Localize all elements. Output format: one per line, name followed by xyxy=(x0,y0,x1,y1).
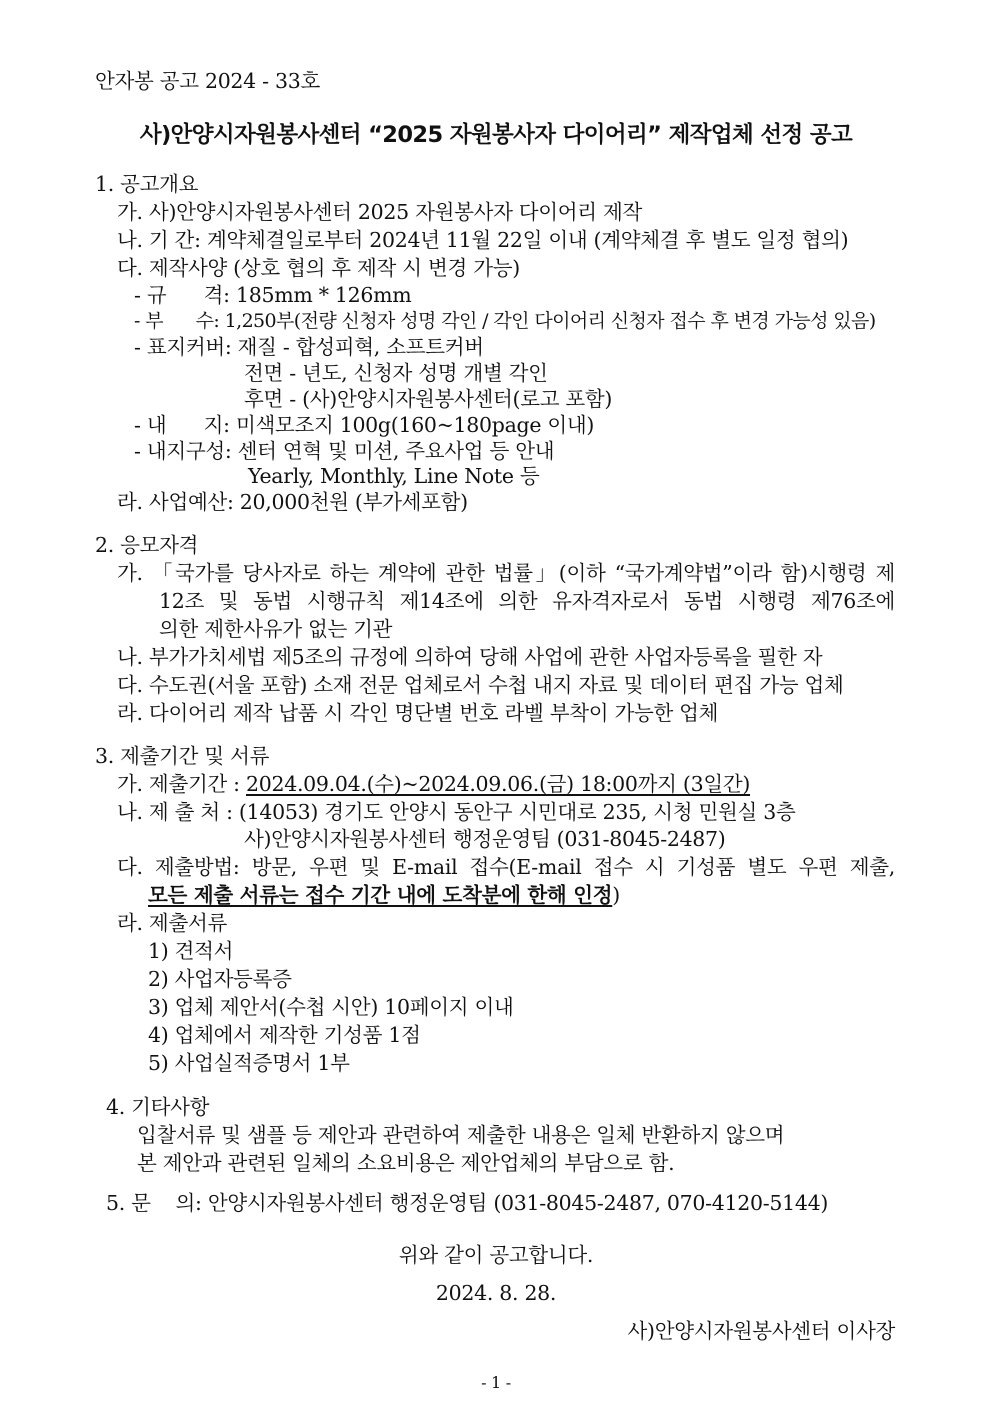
section-2-item-ra: 라. 다이어리 제작 납품 시 각인 명단별 번호 라벨 부착이 가능한 업체 xyxy=(117,701,719,725)
section-3-item-da-line2 xyxy=(148,882,620,908)
spec-paper: - 내 지: 미색모조지 100g(160~180page 이내) xyxy=(134,413,595,437)
section-3-item-ga xyxy=(117,771,750,797)
document-title: 사)안양시자원봉사센터 “2025 자원봉사자 다이어리” 제작업체 선정 공고 xyxy=(139,122,853,148)
spec-inner: - 내지구성: 센터 연혁 및 미션, 주요사업 등 안내 xyxy=(134,439,555,463)
spec-size: - 규 격: 185mm * 126mm xyxy=(134,283,412,307)
section-1-item-ga: 가. 사)안양시자원봉사센터 2025 자원봉사자 다이어리 제작 xyxy=(117,200,643,224)
spec-copies: - 부 수: 1,250부(전량 신청자 성명 각인 / 각인 다이어리 신청자 접수 후 변경 가능성 있음) xyxy=(134,310,876,332)
close-paren: ) xyxy=(612,883,620,907)
spec-cover: - 표지커버: 재질 - 합성피혁, 소프트커버 xyxy=(134,335,484,359)
section-2-item-ga-line3: 의한 제한사유가 없는 기관 xyxy=(159,617,393,641)
section-1-item-ra: 라. 사업예산: 20,000천원 (부가세포함) xyxy=(117,490,468,514)
doc-item-5: 5) 사업실적증명서 1부 xyxy=(148,1051,350,1075)
section-2-item-da: 다. 수도권(서울 포함) 소재 전문 업체로서 수첩 내지 자료 및 데이터 편집 가능 업체 xyxy=(117,673,844,697)
doc-item-4: 4) 업체에서 제작한 기성품 1점 xyxy=(148,1023,421,1047)
submission-deadline-note: 모든 제출 서류는 접수 기간 내에 도착분에 한해 인정 xyxy=(148,883,613,907)
section-4-heading: 4. 기타사항 xyxy=(106,1095,210,1119)
section-1-item-da: 다. 제작사양 (상호 협의 후 제작 시 변경 가능) xyxy=(117,256,520,280)
section-3-item-ra: 라. 제출서류 xyxy=(117,911,227,935)
section-4-line2: 본 제안과 관련된 일체의 소요비용은 제안업체의 부담으로 함. xyxy=(137,1151,675,1175)
section-5-contact: 5. 문 의: 안양시자원봉사센터 행정운영팀 (031-8045-2487, 070-4120-5144) xyxy=(106,1191,829,1215)
section-2-item-ga-line1: 가. 「국가를 당사자로 하는 계약에 관한 법률」(이하 “국가계약법”이라 함)시행령 제 xyxy=(117,561,895,585)
doc-item-1: 1) 견적서 xyxy=(148,939,234,963)
notice-number: 안자봉 공고 2024 - 33호 xyxy=(95,69,320,93)
closing-statement: 위와 같이 공고합니다. xyxy=(398,1243,594,1267)
section-3-item-na: 나. 제 출 처 : (14053) 경기도 안양시 동안구 시민대로 235, 시청 민원실 3층 xyxy=(117,800,796,824)
section-4-line1: 입찰서류 및 샘플 등 제안과 관련하여 제출한 내용은 일체 반환하지 않으며 xyxy=(137,1123,785,1147)
section-3-item-da-line1: 다. 제출방법: 방문, 우편 및 E-mail 접수(E-mail 접수 시 기성품 별도 우편 제출, xyxy=(117,855,895,879)
spec-cover-back: 후면 - (사)안양시자원봉사센터(로고 포함) xyxy=(244,387,613,411)
spec-cover-front: 전면 - 년도, 신청자 성명 개별 각인 xyxy=(244,361,548,385)
page-number: - 1 - xyxy=(481,1373,511,1392)
submission-period-label: 가. 제출기간 : xyxy=(117,772,246,796)
section-2-heading: 2. 응모자격 xyxy=(95,533,199,557)
section-1-heading: 1. 공고개요 xyxy=(95,172,199,196)
doc-item-2: 2) 사업자등록증 xyxy=(148,967,292,991)
spec-inner-2: Yearly, Monthly, Line Note 등 xyxy=(248,464,540,488)
section-3-heading: 3. 제출기간 및 서류 xyxy=(95,744,270,768)
signature: 사)안양시자원봉사센터 이사장 xyxy=(627,1319,895,1343)
section-3-item-na-2: 사)안양시자원봉사센터 행정운영팀 (031-8045-2487) xyxy=(244,827,726,851)
section-2-item-ga-line2: 12조 및 동법 시행규칙 제14조에 의한 유자격자로서 동법 시행령 제76조에 xyxy=(159,589,895,613)
doc-item-3: 3) 업체 제안서(수첩 시안) 10페이지 이내 xyxy=(148,995,514,1019)
section-2-item-na: 나. 부가가치세법 제5조의 규정에 의하여 당해 사업에 관한 사업자등록을 필한 자 xyxy=(117,645,823,669)
submission-period-value: 2024.09.04.(수)~2024.09.06.(금) 18:00까지 (3일간) xyxy=(246,772,751,796)
section-1-item-na: 나. 기 간: 계약체결일로부터 2024년 11월 22일 이내 (계약체결 후 별도 일정 협의) xyxy=(117,228,849,252)
notice-date: 2024. 8. 28. xyxy=(435,1281,557,1305)
